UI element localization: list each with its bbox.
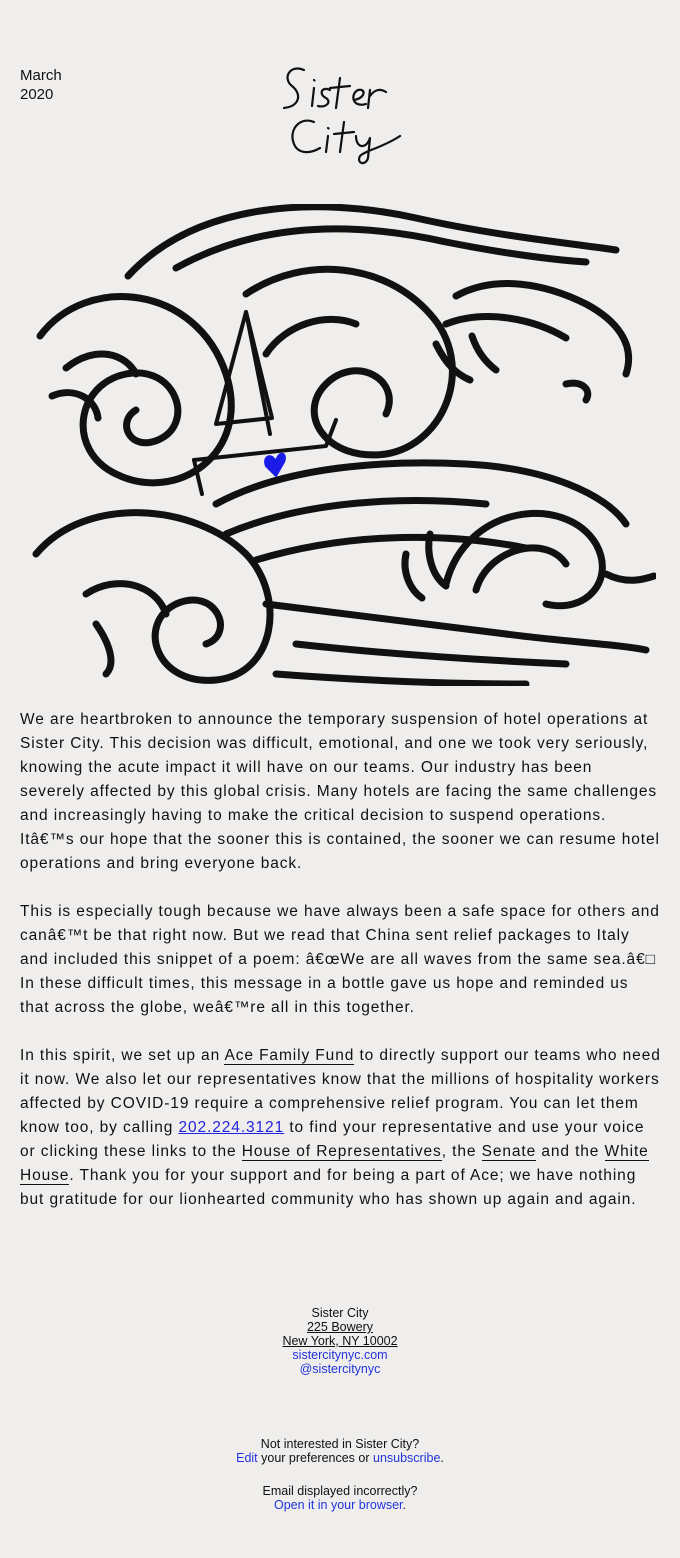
paragraph-support [20,1044,662,1212]
support-text-5: and the [536,1143,605,1160]
not-interested-text: Not interested in Sister City? [260,1437,420,1451]
browser-line [0,1498,680,1512]
date-year: 2020 [20,86,54,103]
footer-name: Sister City [311,1306,369,1320]
preferences-text: your preferences or [257,1451,373,1465]
footer-contact [0,1306,680,1376]
support-text-2: to directly support our teams who need it now. We also let our representatives know that the millions of hospitality workers affected by COVID-19 require a comprehensive relief program. You can let them know too, by calling [20,1047,661,1136]
waves-illustration [26,204,656,686]
footer-legal [0,1437,680,1512]
white-house-link[interactable]: White House [20,1143,649,1184]
date-month: March [20,67,62,84]
address-line-2-link[interactable]: New York, NY 10002 [282,1334,398,1348]
preferences-line [0,1451,680,1465]
senate-link[interactable]: Senate [481,1143,537,1160]
address-line-1-link[interactable]: 225 Bowery [306,1320,373,1334]
paragraph-waves-poem: This is especially tough because we have always been a safe space for others and canâ€™t be that right now. But we read that China sent relief packages to Italy and included this snippet of a poem: â€œWe are all waves from the same sea.â€□ In these difficult times, this message in a bottle gave us hope and reminded us that across the globe, weâ€™re all in this together. [20,903,660,1016]
support-text-4: , the [441,1143,482,1160]
preferences-period: . [440,1451,444,1465]
heart-icon [265,454,285,476]
support-text-3: to find your representative and use your voice or clicking these links to the [20,1119,645,1160]
phone-link[interactable]: 202.224.3121 [178,1119,285,1136]
ace-family-fund-link[interactable]: Ace Family Fund [224,1047,355,1064]
unsubscribe-link[interactable]: unsubscribe [373,1451,441,1465]
open-in-browser-link[interactable]: Open it in your browser [273,1498,403,1512]
browser-period: . [402,1498,407,1512]
letter-body [20,708,662,1236]
website-link[interactable]: sistercitynyc.com [292,1348,388,1362]
instagram-link[interactable]: @sistercitynyc [299,1362,381,1376]
house-of-representatives-link[interactable]: House of Representatives [241,1143,442,1160]
display-incorrect-text: Email displayed incorrectly? [262,1484,418,1498]
edit-preferences-link[interactable]: Edit [236,1451,258,1465]
sister-city-logo[interactable] [270,60,410,165]
paragraph-announcement: We are heartbroken to announce the temporary suspension of hotel operations at Sister City. This decision was difficult, emotional, and one we took very seriously, knowing the acute impact it will have on our teams. Our industry has been severely affected by this global crisis. Many hotels are facing the same challenges and increasingly having to make the critical decision to suspend operations. Itâ€™s our hope that the sooner this is contained, the sooner we can resume hotel operations and bring everyone back. [20,711,660,872]
support-text-1: In this spirit, we set up an [20,1047,225,1064]
support-text-6: . Thank you for your support and for being a part of Ace; we have nothing but gratitude for our lionhearted community who has shown up again and again. [20,1167,637,1208]
issue-date [20,66,100,104]
